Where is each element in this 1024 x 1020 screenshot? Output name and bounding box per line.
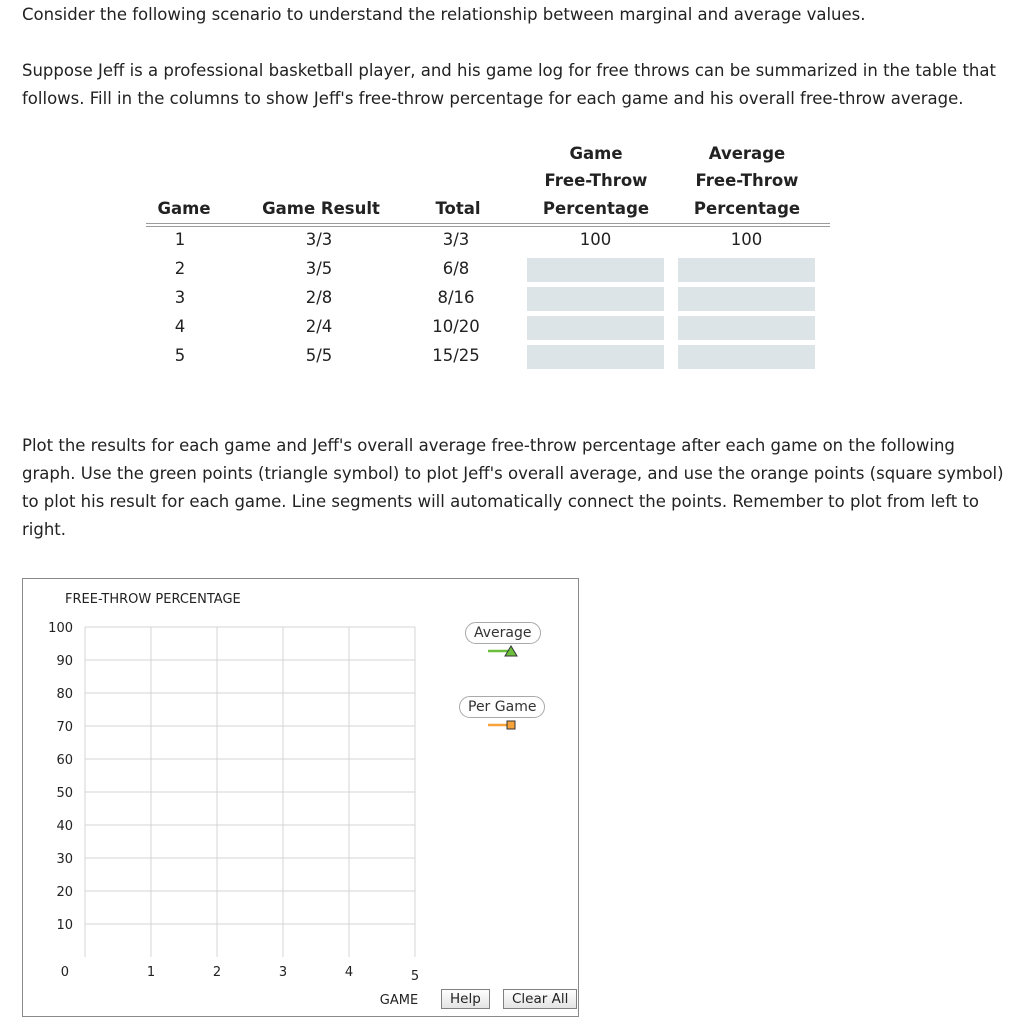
row-avg-pct-input[interactable] <box>678 316 815 340</box>
y-tick-label: 60 <box>56 753 73 768</box>
row-avg-pct-input[interactable] <box>678 287 815 311</box>
header-avg-pct-2: Free-Throw <box>695 171 799 190</box>
row-total: 3/3 <box>442 230 470 249</box>
y-axis-title: FREE-THROW PERCENTAGE <box>65 592 241 607</box>
y-tick-label: 10 <box>56 918 73 933</box>
y-tick-label: 70 <box>56 720 73 735</box>
square-icon[interactable] <box>507 721 515 729</box>
row-game-result: 3/5 <box>305 259 333 278</box>
header-total: Total <box>435 199 481 218</box>
row-total: 6/8 <box>442 259 470 278</box>
y-tick-label: 0 <box>60 965 69 980</box>
row-game-pct-input[interactable] <box>527 316 664 340</box>
plot-instructions: Plot the results for each game and Jeff's overall average free-throw percentage after each game on the following graph. Use the green points (triangle symbol) to plot Jeff's overall average, and use the orange points (square symbol) to plot his result for each game. Line segments will automatically connect the points. Remember to plot from left to right. <box>22 436 1004 539</box>
y-tick-label: 30 <box>56 852 73 867</box>
row-game-result: 5/5 <box>305 346 333 365</box>
legend-per-game-label: Per Game <box>459 696 545 718</box>
header-game: Game <box>157 199 211 218</box>
scenario-text: Suppose Jeff is a professional basketball player, and his game log for free throws can be summarized in the table that follows. Fill in the columns to show Jeff's free-throw percentage for each game and his overall free-throw average. <box>22 61 996 108</box>
row-game-pct-value: 100 <box>579 230 612 249</box>
free-throw-graph[interactable] <box>23 579 578 1016</box>
y-tick-label: 50 <box>56 786 73 801</box>
x-tick-label: 5 <box>410 969 420 984</box>
x-tick-label: 4 <box>344 965 354 980</box>
x-tick-label: 2 <box>212 965 222 980</box>
row-game: 5 <box>174 346 186 365</box>
row-avg-pct-value: 100 <box>730 230 763 249</box>
y-tick-label: 80 <box>56 687 73 702</box>
y-tick-label: 90 <box>56 654 73 669</box>
graph-panel <box>22 578 579 1017</box>
row-total: 10/20 <box>432 317 480 336</box>
row-game: 1 <box>174 230 186 249</box>
header-game-result: Game Result <box>262 199 380 218</box>
x-axis-title: GAME <box>379 993 419 1008</box>
y-tick-label: 100 <box>48 621 73 636</box>
row-game-result: 2/4 <box>305 317 333 336</box>
header-avg-pct-1: Average <box>708 144 786 163</box>
header-game-pct-2: Free-Throw <box>544 171 648 190</box>
row-game: 2 <box>174 259 186 278</box>
row-total: 15/25 <box>432 346 480 365</box>
row-game-pct-input[interactable] <box>527 258 664 282</box>
y-tick-label: 40 <box>56 819 73 834</box>
header-avg-pct-3: Percentage <box>693 199 801 218</box>
header-game-pct-1: Game <box>569 144 623 163</box>
row-game: 3 <box>174 288 186 307</box>
row-total: 8/16 <box>437 288 475 307</box>
row-game-result: 3/3 <box>305 230 333 249</box>
row-game-pct-input[interactable] <box>527 345 664 369</box>
header-game-pct-3: Percentage <box>542 199 650 218</box>
row-game: 4 <box>174 317 186 336</box>
row-avg-pct-input[interactable] <box>678 258 815 282</box>
legend-average-label: Average <box>465 622 541 644</box>
row-game-pct-input[interactable] <box>527 287 664 311</box>
header-rule-top <box>146 223 830 224</box>
x-tick-label: 1 <box>146 965 156 980</box>
row-game-result: 2/8 <box>305 288 333 307</box>
x-tick-label: 3 <box>278 965 288 980</box>
row-avg-pct-input[interactable] <box>678 345 815 369</box>
clear-all-button[interactable]: Clear All <box>503 989 577 1009</box>
intro-text: Consider the following scenario to understand the relationship between marginal and average values. <box>22 5 866 24</box>
help-button[interactable]: Help <box>441 989 490 1009</box>
y-tick-label: 20 <box>56 885 73 900</box>
